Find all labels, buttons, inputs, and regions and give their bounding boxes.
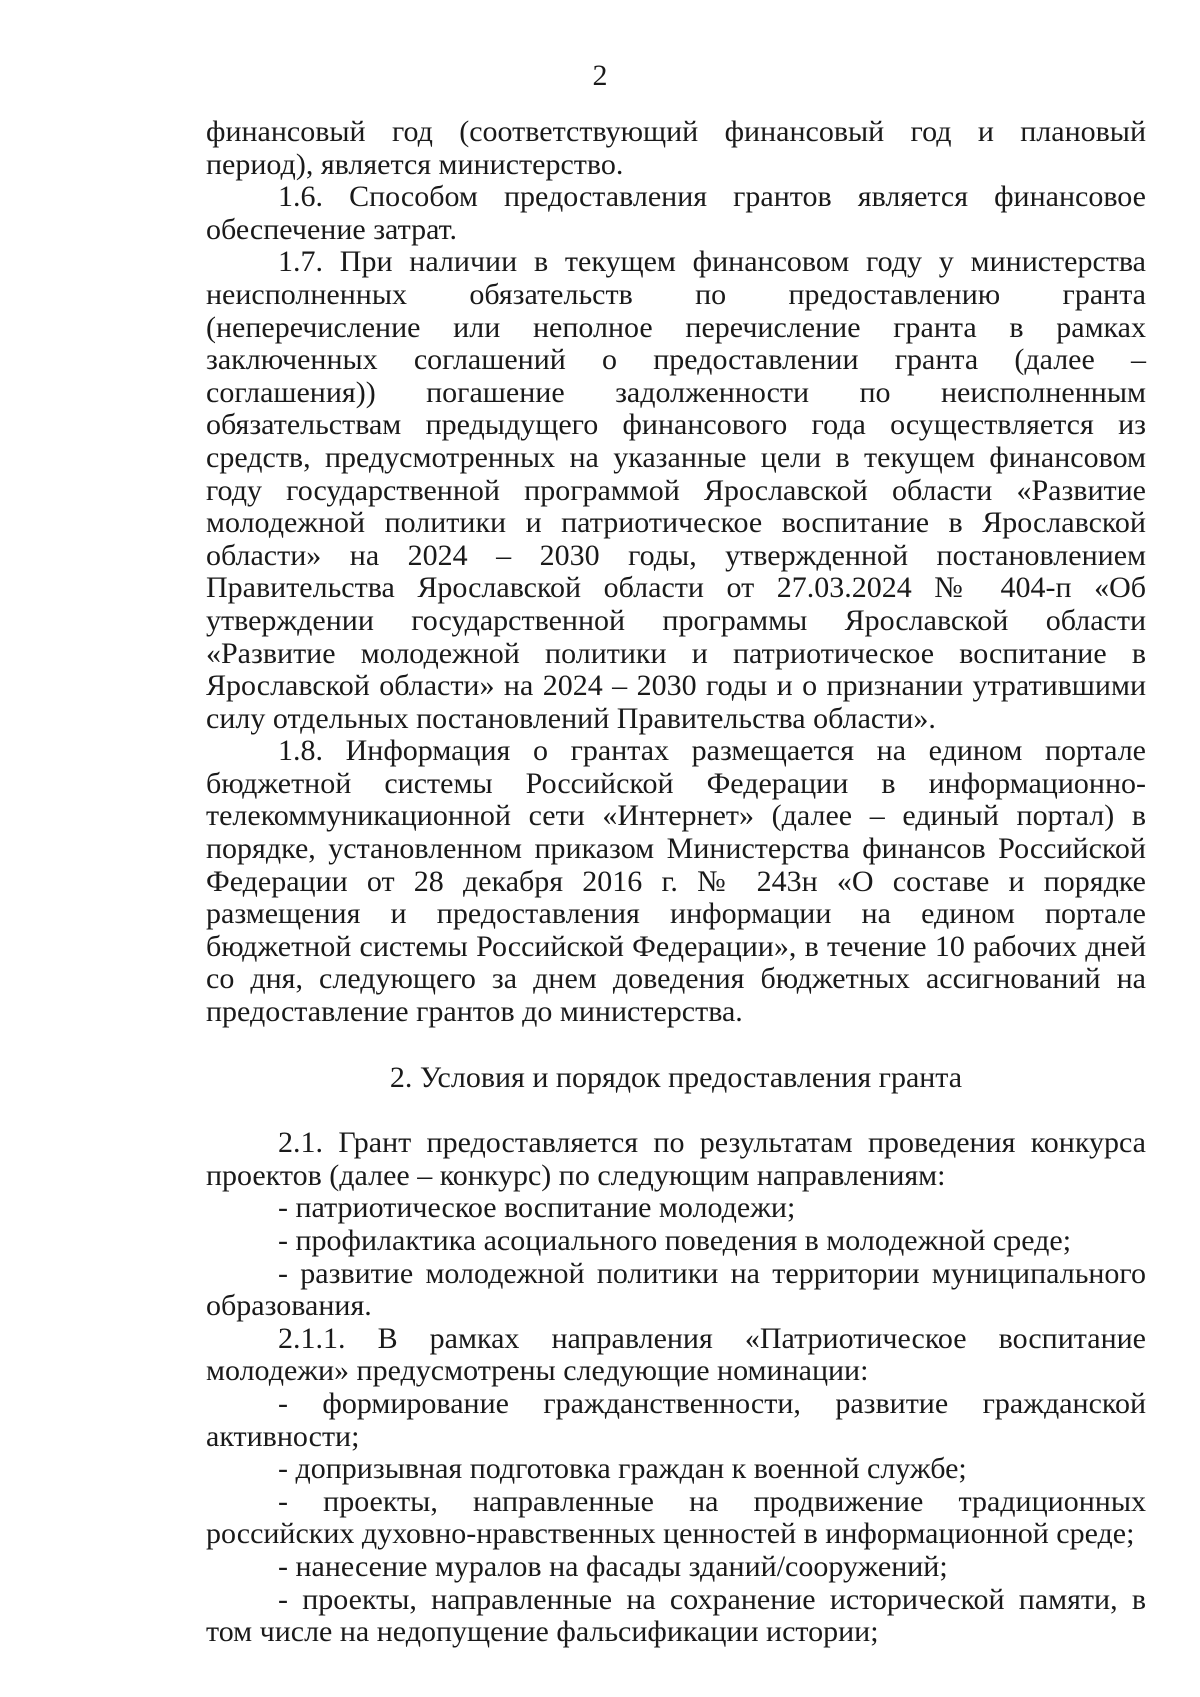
paragraph-1-6: 1.6. Способом предоставления грантов является финансовое обеспечение затрат. — [206, 180, 1146, 246]
page-number: 2 — [592, 59, 608, 92]
list-item: - патриотическое воспитание молодежи; — [278, 1191, 796, 1225]
paragraph-2-1: 2.1. Грант предоставляется по результатам проведения конкурса проектов (далее – конкурс) по следующим направлениям: — [206, 1126, 1146, 1192]
list-item: - нанесение муралов на фасады зданий/сооружений; — [278, 1549, 948, 1583]
list-item: - формирование гражданственности, развитие гражданской активности; — [206, 1386, 1146, 1453]
list-item: - развитие молодежной политики на территории муниципального образования. — [206, 1256, 1146, 1323]
document-body — [206, 116, 1146, 1649]
list-item: - допризывная подготовка граждан к военной службе; — [278, 1452, 967, 1486]
paragraph-1-7: 1.7. При наличии в текущем финансовом году у министерства неисполненных обязательств по предоставлению гранта (неперечисление или неполное перечисление гранта в рамках заключенных соглашений о предоставлении гранта (далее – соглашения)) погашение задолженности по неисполненным обязательствам предыдущего финансового года осуществляется из средств, предусмотренных на указанные цели в текущем финансовом году государственной программой Ярославской области «Развитие молодежной политики и патриотическое воспитание в Ярославской области» на 2024 – 2030 годы, утвержденной постановлением Правительства Ярославской области от 27.03.2024 № 404-п «Об утверждении государственной программы Ярославской области «Развитие молодежной политики и патриотическое воспитание в Ярославской области» на 2024 – 2030 годы и о признании утратившими силу отдельных постановлений Правительства области». — [206, 245, 1146, 735]
paragraph-continuation: финансовый год (соответствующий финансовый год и плановый период), является министерство. — [206, 115, 1146, 181]
paragraph-2-1-1: 2.1.1. В рамках направления «Патриотическое воспитание молодежи» предусмотрены следующие номинации: — [206, 1321, 1146, 1388]
list-item: - профилактика асоциального поведения в молодежной среде; — [278, 1224, 1072, 1257]
list-item: - проекты, направленные на продвижение традиционных российских духовно-нравственных ценностей в информационной среде; — [206, 1484, 1146, 1551]
section-heading: 2. Условия и порядок предоставления гранта — [389, 1060, 963, 1094]
list-item: - проекты, направленные на сохранение исторической памяти, в том числе на недопущение фальсификации истории; — [206, 1582, 1146, 1649]
paragraph-1-8: 1.8. Информация о грантах размещается на едином портале бюджетной системы Российской Федерации в информационно-телекоммуникационной сети «Интернет» (далее – единый портал) в порядке, установленном приказом Министерства финансов Российской Федерации от 28 декабря 2016 г. № 243н «О составе и порядке размещения и предоставления информации на едином портале бюджетной системы Российской Федерации», в течение 10 рабочих дней со дня, следующего за днем доведения бюджетных ассигнований на предоставление грантов до министерства. — [206, 734, 1146, 1029]
